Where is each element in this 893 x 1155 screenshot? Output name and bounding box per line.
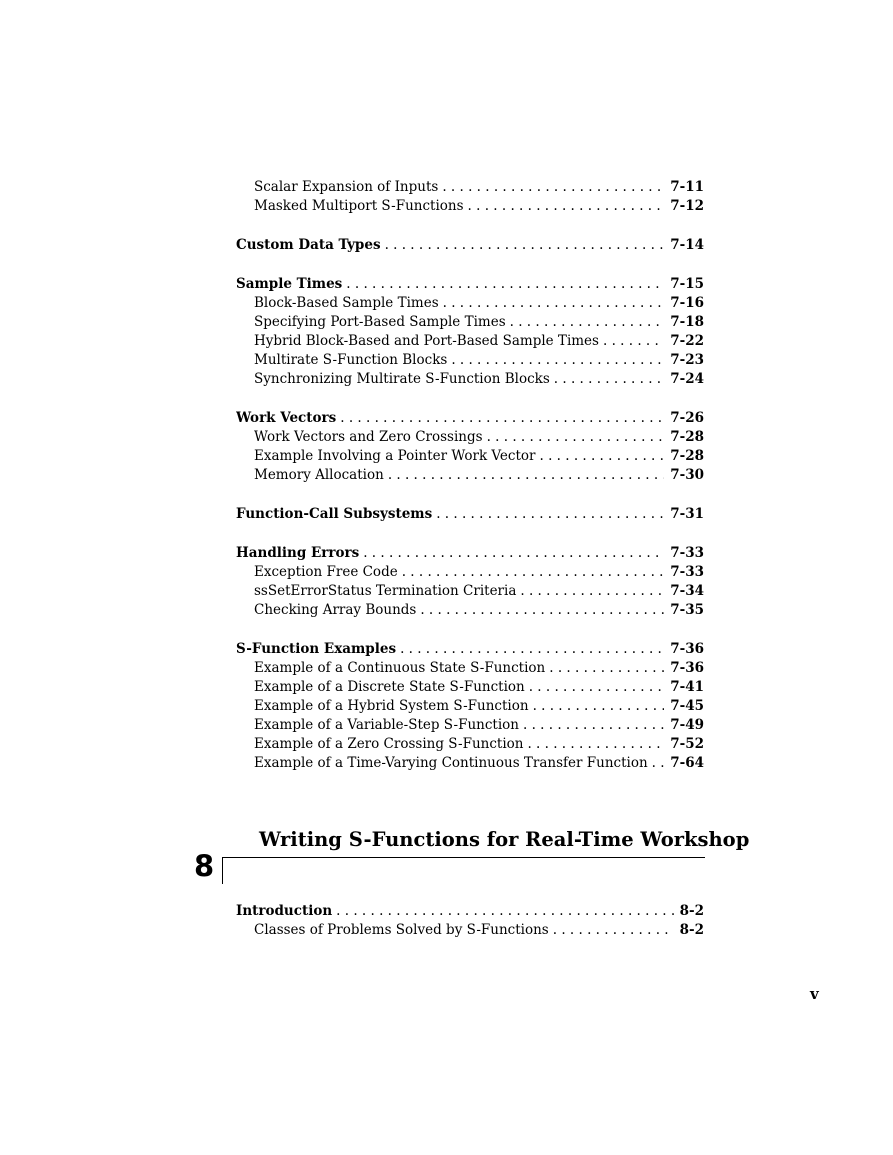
toc-entry-title: Masked Multiport S-Functions [254,198,464,214]
toc-entry-page: 7-24 [670,371,704,387]
dot-leader [346,275,664,294]
chapter-title: Writing S-Functions for Real-Time Workshop [259,828,750,851]
chapter-rule [222,857,705,858]
dot-leader [436,505,664,524]
toc-entry-title: Work Vectors [236,410,337,426]
toc-entry-title: Synchronizing Multirate S-Function Blocks [254,371,550,387]
dot-leader [336,902,673,921]
toc-entry-title: S-Function Examples [236,641,397,657]
dot-leader [533,697,665,716]
toc-entry-title: Multirate S-Function Blocks [254,352,448,368]
toc-entry-page: 7-36 [670,660,704,676]
dot-leader [363,544,664,563]
toc-entry[interactable] [236,678,704,697]
toc-entry-title: Work Vectors and Zero Crossings [254,429,483,445]
toc-entry-page: 7-23 [670,352,704,368]
toc-entry-page: 7-33 [670,564,704,580]
toc-entry[interactable] [236,370,704,389]
dot-leader [420,601,664,620]
dot-leader [468,197,665,216]
toc-entry-page: 7-64 [670,755,704,771]
toc-entry-title: Introduction [236,903,333,919]
toc-entry-title: Exception Free Code [254,564,398,580]
toc-entry-page: 7-52 [670,736,704,752]
toc-entry-page: 7-28 [670,448,704,464]
toc-entry-title: Example of a Continuous State S-Function [254,660,546,676]
dot-leader [510,313,665,332]
toc-entry[interactable] [236,351,704,370]
dot-leader [652,754,665,773]
toc-entry-title: ssSetErrorStatus Termination Criteria [254,583,517,599]
dot-leader [553,921,674,940]
toc-entry[interactable] [236,659,704,678]
toc-entry-title: Sample Times [236,276,343,292]
dot-leader [400,640,664,659]
toc-entry-page: 7-49 [670,717,704,733]
toc-entry[interactable] [236,275,704,294]
toc-entry[interactable] [236,563,704,582]
toc-entry[interactable] [236,505,704,524]
toc-entry[interactable] [236,697,704,716]
dot-leader [523,716,664,735]
toc-list-chapter-8 [236,902,704,940]
toc-entry-page: 7-12 [670,198,704,214]
dot-leader [388,466,664,485]
toc-entry-title: Example of a Zero Crossing S-Function [254,736,524,752]
toc-entry[interactable] [236,332,704,351]
toc-entry[interactable] [236,313,704,332]
page-number: v [810,985,819,1003]
toc-entry-page: 7-31 [670,506,704,522]
toc-entry[interactable] [236,178,704,197]
toc-entry[interactable] [236,466,704,485]
toc-entry-page: 7-26 [670,410,704,426]
toc-entry-title: Custom Data Types [236,237,381,253]
toc-entry[interactable] [236,447,704,466]
toc-entry[interactable] [236,428,704,447]
toc-entry-page: 7-22 [670,333,704,349]
toc-entry-title: Memory Allocation [254,467,384,483]
dot-leader [443,294,665,313]
toc-entry[interactable] [236,236,704,255]
toc-entry-title: Example of a Variable-Step S-Function [254,717,519,733]
toc-entry[interactable] [236,409,704,428]
dot-leader [554,370,664,389]
dot-leader [340,409,664,428]
toc-entry-title: Classes of Problems Solved by S-Functions [254,922,549,938]
toc-entry-title: Example of a Time-Varying Continuous Transfer Function [254,755,648,771]
toc-entry-page: 7-34 [670,583,704,599]
toc-entry-title: Checking Array Bounds [254,602,417,618]
toc-entry-page: 7-41 [670,679,704,695]
chapter-number: 8 [194,849,215,883]
toc-entry-page: 7-36 [670,641,704,657]
toc-entry-title: Example of a Hybrid System S-Function [254,698,529,714]
dot-leader [529,678,664,697]
dot-leader [451,351,664,370]
toc-entry-title: Example Involving a Pointer Work Vector [254,448,536,464]
toc-entry-page: 7-16 [670,295,704,311]
toc-entry[interactable] [236,754,704,773]
toc-entry[interactable] [236,716,704,735]
toc-entry[interactable] [236,582,704,601]
toc-entry-page: 7-45 [670,698,704,714]
toc-entry[interactable] [236,601,704,620]
dot-leader [487,428,665,447]
toc-entry-title: Specifying Port-Based Sample Times [254,314,506,330]
toc-entry-title: Hybrid Block-Based and Port-Based Sample Times [254,333,599,349]
toc-entry[interactable] [236,544,704,563]
toc-entry[interactable] [236,921,704,940]
toc-entry-title: Function-Call Subsystems [236,506,433,522]
toc-entry-title: Handling Errors [236,545,360,561]
toc-entry-page: 7-15 [670,276,704,292]
toc-entry-page: 7-18 [670,314,704,330]
toc-entry-page: 7-14 [670,237,704,253]
toc-entry[interactable] [236,197,704,216]
toc-entry[interactable] [236,294,704,313]
toc-entry-page: 7-33 [670,545,704,561]
toc-entry-title: Example of a Discrete State S-Function [254,679,525,695]
dot-leader [520,582,664,601]
toc-entry-title: Scalar Expansion of Inputs [254,179,439,195]
dot-leader [402,563,665,582]
toc-entry[interactable] [236,902,704,921]
toc-entry-title: Block-Based Sample Times [254,295,439,311]
toc-entry-page: 8-2 [679,922,704,938]
toc-entry-page: 8-2 [679,903,704,919]
toc-list-chapter-7 [236,178,704,773]
dot-leader [603,332,664,351]
toc-entry-page: 7-11 [670,179,704,195]
toc-entry-page: 7-30 [670,467,704,483]
toc-entry[interactable] [236,735,704,754]
toc-entry-page: 7-35 [670,602,704,618]
dot-leader [539,447,664,466]
dot-leader [549,659,664,678]
dot-leader [442,178,664,197]
dot-leader [527,735,664,754]
dot-leader [385,236,665,255]
chapter-rule-vertical [222,857,223,884]
toc-entry[interactable] [236,640,704,659]
toc-entry-page: 7-28 [670,429,704,445]
